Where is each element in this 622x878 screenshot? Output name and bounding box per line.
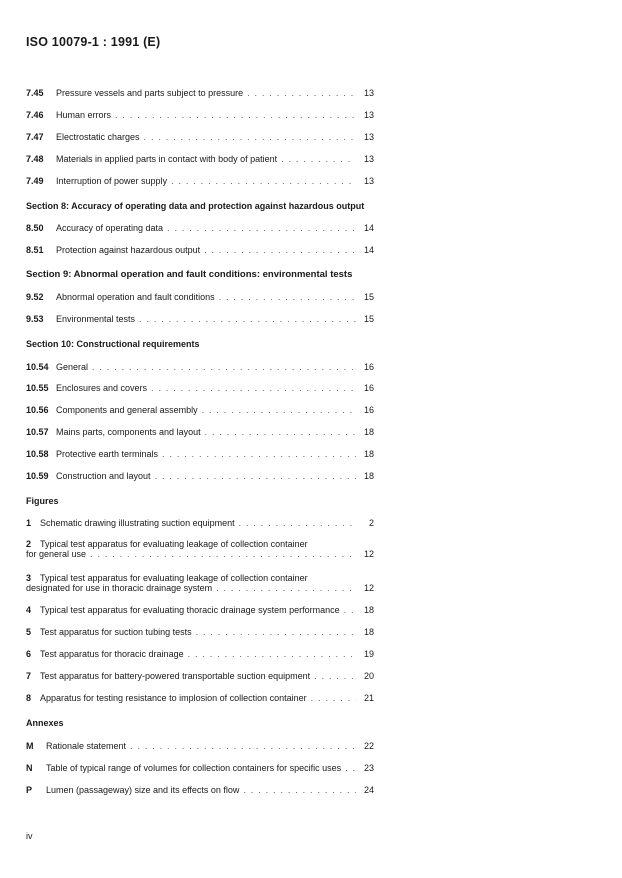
clause-title: Construction and layout xyxy=(56,471,151,481)
figure-title-continued: designated for use in thoracic drainage system xyxy=(26,583,213,593)
figure-entry xyxy=(26,671,374,681)
page-number: 15 xyxy=(363,292,374,302)
clause-number: 10.57 xyxy=(26,427,49,437)
toc-entry xyxy=(26,314,374,324)
figure-entry xyxy=(26,539,374,559)
page-number: 16 xyxy=(363,405,374,415)
annex-letter: M xyxy=(26,741,34,751)
toc-entry xyxy=(26,132,374,142)
annex-title: Rationale statement xyxy=(46,741,127,751)
page-number: 2 xyxy=(368,518,374,528)
annex-title: Lumen (passageway) size and its effects on flow xyxy=(46,785,240,795)
figure-entry xyxy=(26,573,374,593)
clause-number: 7.48 xyxy=(26,154,44,164)
toc-entry xyxy=(26,471,374,481)
clause-title: Electrostatic charges xyxy=(56,132,140,142)
clause-number: 8.50 xyxy=(26,223,44,233)
figure-number: 6 xyxy=(26,649,32,659)
clause-number: 10.59 xyxy=(26,471,49,481)
page-number: 14 xyxy=(363,245,374,255)
figures-heading: Figures xyxy=(26,496,59,506)
figure-title: Test apparatus for battery-powered transportable suction equipment xyxy=(40,671,311,681)
page-number: 19 xyxy=(363,649,374,659)
figure-title: Typical test apparatus for evaluating leakage of collection container xyxy=(40,539,308,549)
annex-entry xyxy=(26,741,374,751)
clause-number: 10.55 xyxy=(26,383,49,393)
annex-entry xyxy=(26,763,374,773)
clause-number: 7.49 xyxy=(26,176,44,186)
page-number: 18 xyxy=(363,627,374,637)
page-number: 16 xyxy=(363,362,374,372)
toc-entry xyxy=(26,292,374,302)
figure-title: Typical test apparatus for evaluating leakage of collection container xyxy=(40,573,308,583)
page-number: 18 xyxy=(363,427,374,437)
clause-number: 7.46 xyxy=(26,110,44,120)
figure-number: 1 xyxy=(26,518,32,528)
figure-title: Schematic drawing illustrating suction equipment xyxy=(40,518,235,528)
clause-number: 10.54 xyxy=(26,362,49,372)
clause-number: 10.58 xyxy=(26,449,49,459)
page-number: 20 xyxy=(363,671,374,681)
figure-title: Typical test apparatus for evaluating thoracic drainage system performance xyxy=(40,605,340,615)
toc-entry xyxy=(26,383,374,393)
page-number: 24 xyxy=(363,785,374,795)
page-number: 12 xyxy=(363,549,374,559)
section-heading: Section 9: Abnormal operation and fault conditions: environmental tests xyxy=(26,269,353,280)
toc-entry xyxy=(26,223,374,233)
document-header: ISO 10079-1 : 1991 (E) xyxy=(26,35,161,49)
page-number: 18 xyxy=(363,449,374,459)
clause-number: 10.56 xyxy=(26,405,49,415)
clause-title: Mains parts, components and layout xyxy=(56,427,201,437)
figure-entry xyxy=(26,627,374,637)
annex-letter: N xyxy=(26,763,33,773)
figure-number: 5 xyxy=(26,627,32,637)
annex-title: Table of typical range of volumes for collection containers for specific uses xyxy=(46,763,342,773)
section-heading: Section 8: Accuracy of operating data and protection against hazardous output xyxy=(26,201,365,211)
clause-title: Components and general assembly xyxy=(56,405,198,415)
toc-entry xyxy=(26,245,374,255)
clause-number: 9.52 xyxy=(26,292,44,302)
figure-number: 7 xyxy=(26,671,32,681)
figure-number: 4 xyxy=(26,605,32,615)
page-number: 13 xyxy=(363,154,374,164)
annex-letter: P xyxy=(26,785,33,795)
page-number: 13 xyxy=(363,132,374,142)
toc-entry xyxy=(26,88,374,98)
page-number: 23 xyxy=(363,763,374,773)
clause-title: Abnormal operation and fault conditions xyxy=(56,292,215,302)
toc-entry xyxy=(26,362,374,372)
clause-number: 8.51 xyxy=(26,245,44,255)
page-number: 13 xyxy=(363,176,374,186)
page-number: 22 xyxy=(363,741,374,751)
figure-number: 3 xyxy=(26,573,32,583)
clause-title: Environmental tests xyxy=(56,314,136,324)
clause-title: Protection against hazardous output xyxy=(56,245,201,255)
figure-title-continued: for general use xyxy=(26,549,87,559)
figure-number: 8 xyxy=(26,693,32,703)
toc-entry xyxy=(26,405,374,415)
page-number: 13 xyxy=(363,110,374,120)
clause-title: Accuracy of operating data xyxy=(56,223,164,233)
page-number: 18 xyxy=(363,605,374,615)
clause-title: General xyxy=(56,362,89,372)
clause-title: Enclosures and covers xyxy=(56,383,148,393)
annexes-heading: Annexes xyxy=(26,718,64,728)
figure-title: Apparatus for testing resistance to implosion of collection container xyxy=(40,693,307,703)
clause-title: Protective earth terminals xyxy=(56,449,159,459)
page-number: 21 xyxy=(363,693,374,703)
figure-entry xyxy=(26,605,374,615)
figure-entry xyxy=(26,649,374,659)
page-number: 15 xyxy=(363,314,374,324)
figure-title: Test apparatus for thoracic drainage xyxy=(40,649,184,659)
page-number: 12 xyxy=(363,583,374,593)
page-number: 14 xyxy=(363,223,374,233)
toc-entry xyxy=(26,427,374,437)
toc-entry xyxy=(26,176,374,186)
clause-title: Human errors xyxy=(56,110,112,120)
page-number: 18 xyxy=(363,471,374,481)
clause-number: 7.47 xyxy=(26,132,44,142)
clause-title: Interruption of power supply xyxy=(56,176,168,186)
toc-entry xyxy=(26,110,374,120)
figure-entry xyxy=(26,518,374,528)
figure-title: Test apparatus for suction tubing tests xyxy=(40,627,192,637)
section-heading: Section 10: Constructional requirements xyxy=(26,339,200,349)
page-footer: iv xyxy=(26,831,33,841)
page-number: 16 xyxy=(363,383,374,393)
clause-title: Pressure vessels and parts subject to pressure xyxy=(56,88,244,98)
clause-number: 9.53 xyxy=(26,314,44,324)
page-number: 13 xyxy=(363,88,374,98)
figure-number: 2 xyxy=(26,539,32,549)
clause-title: Materials in applied parts in contact with body of patient xyxy=(56,154,278,164)
toc-entry xyxy=(26,449,374,459)
clause-number: 7.45 xyxy=(26,88,44,98)
toc-entry xyxy=(26,154,374,164)
annex-entry xyxy=(26,785,374,795)
figure-entry xyxy=(26,693,374,703)
